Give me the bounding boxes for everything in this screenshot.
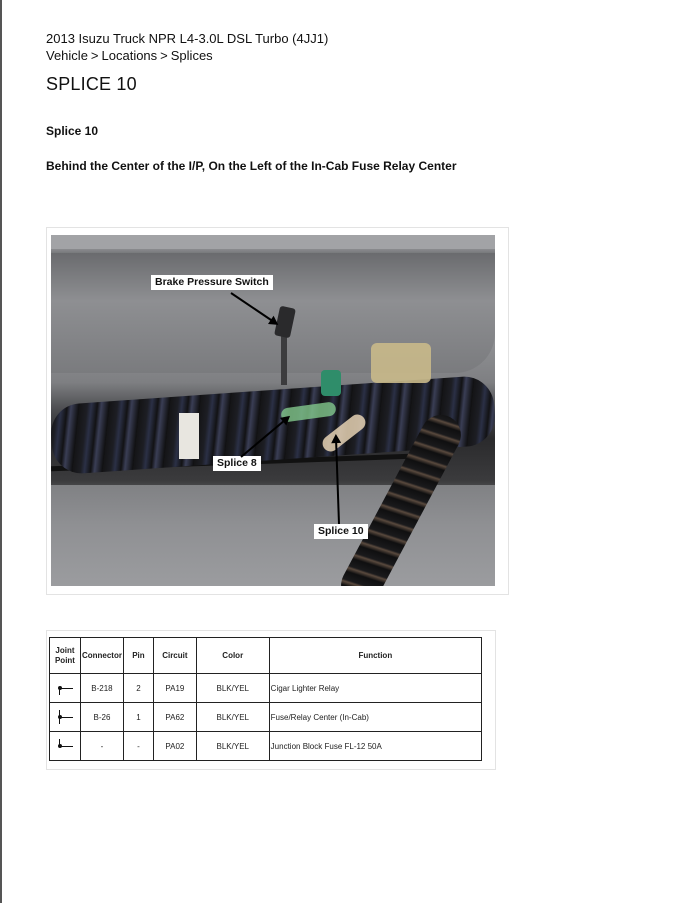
header-pin: Pin — [123, 638, 153, 674]
function-cell: Cigar Lighter Relay — [269, 674, 481, 703]
photo-green-tape — [321, 370, 341, 396]
page-title: SPLICE 10 — [46, 74, 137, 94]
table-row — [50, 732, 482, 761]
table-row — [50, 703, 482, 732]
joint-point-cell — [50, 703, 81, 732]
header-connector: Connector — [80, 638, 123, 674]
joint-point-cell — [50, 674, 81, 703]
connector-cell: B-218 — [80, 674, 123, 703]
figure-frame — [46, 227, 509, 595]
breadcrumb-separator: > — [90, 48, 99, 63]
header-color: Color — [196, 638, 269, 674]
connector-cell: - — [80, 732, 123, 761]
breadcrumb-separator: > — [160, 48, 168, 63]
function-cell: Junction Block Fuse FL-12 50A — [269, 732, 481, 761]
photo-harness-clip — [179, 413, 199, 459]
photo-switch-wire — [281, 335, 287, 385]
location-description: Behind the Center of the I/P, On the Left of the In-Cab Fuse Relay Center — [46, 159, 457, 173]
breadcrumb-vehicle[interactable]: Vehicle — [46, 48, 88, 63]
circuit-cell: PA19 — [153, 674, 196, 703]
pin-cell: 2 — [123, 674, 153, 703]
breadcrumb-splices[interactable]: Splices — [170, 48, 213, 63]
breadcrumb-locations[interactable]: Locations — [101, 48, 158, 63]
photo-fuse-relay-connector — [371, 343, 431, 383]
joint-down-icon — [56, 681, 74, 695]
table-row — [50, 674, 482, 703]
header-function: Function — [269, 638, 481, 674]
callout-splice-10: Splice 10 — [314, 524, 368, 539]
splice-table — [49, 637, 482, 761]
joint-up-icon — [56, 739, 74, 753]
page-left-border — [0, 0, 2, 903]
pin-cell: 1 — [123, 703, 153, 732]
splice-location-photo — [51, 235, 495, 586]
vehicle-title: 2013 Isuzu Truck NPR L4-3.0L DSL Turbo (4JJ1) — [46, 31, 329, 46]
color-cell: BLK/YEL — [196, 703, 269, 732]
circuit-cell: PA62 — [153, 703, 196, 732]
color-cell: BLK/YEL — [196, 732, 269, 761]
section-heading: Splice 10 — [46, 124, 99, 138]
circuit-cell: PA02 — [153, 732, 196, 761]
function-cell: Fuse/Relay Center (In-Cab) — [269, 703, 481, 732]
header-circuit: Circuit — [153, 638, 196, 674]
pin-cell: - — [123, 732, 153, 761]
callout-brake-pressure-switch: Brake Pressure Switch — [151, 275, 273, 290]
callout-splice-8: Splice 8 — [213, 456, 261, 471]
joint-through-icon — [56, 710, 74, 724]
table-frame — [46, 630, 496, 770]
connector-cell: B-26 — [80, 703, 123, 732]
table-header-row — [50, 638, 482, 674]
photo-dash-trim — [51, 235, 495, 249]
header-joint-point: Joint Point — [50, 638, 81, 674]
breadcrumb — [46, 47, 213, 64]
joint-point-cell — [50, 732, 81, 761]
color-cell: BLK/YEL — [196, 674, 269, 703]
